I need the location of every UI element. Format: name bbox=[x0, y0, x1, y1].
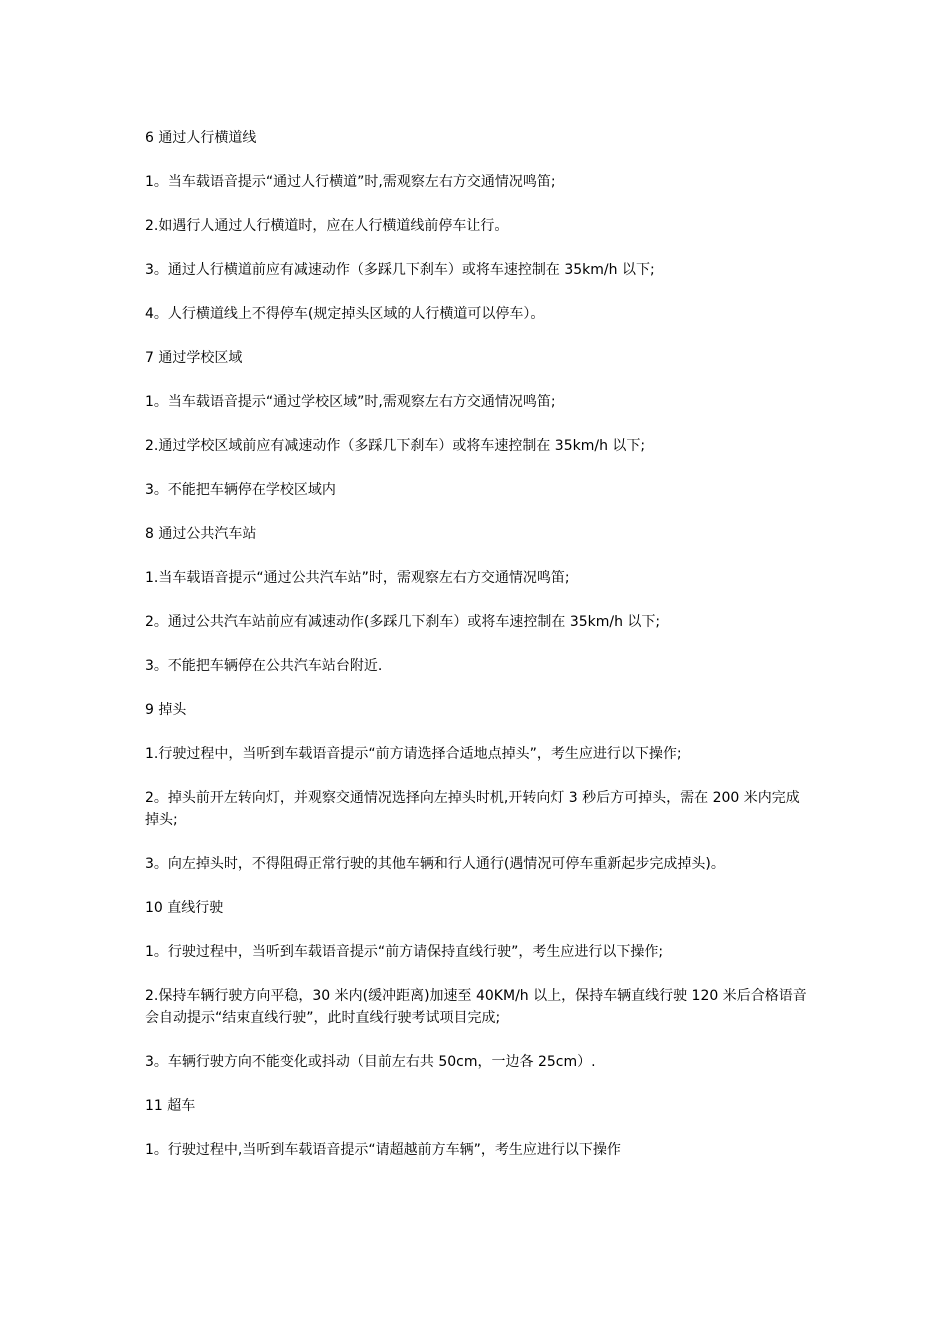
list-item: 2。掉头前开左转向灯，并观察交通情况选择向左掉头时机,开转向灯 3 秒后方可掉头，需在 200 米内完成掉头; bbox=[145, 790, 800, 828]
list-item: 2.通过学校区域前应有减速动作（多踩几下刹车）或将车速控制在 35km/h 以下; bbox=[145, 438, 646, 454]
list-item: 1。行驶过程中，当听到车载语音提示“前方请保持直线行驶”，考生应进行以下操作; bbox=[145, 944, 664, 960]
list-item: 3。不能把车辆停在公共汽车站台附近. bbox=[145, 658, 383, 674]
list-item: 3。车辆行驶方向不能变化或抖动（目前左右共 50cm，一边各 25cm）. bbox=[145, 1054, 596, 1070]
list-item: 1.行驶过程中，当听到车载语音提示“前方请选择合适地点掉头”，考生应进行以下操作; bbox=[145, 746, 682, 762]
list-item: 2。通过公共汽车站前应有减速动作(多踩几下刹车）或将车速控制在 35km/h 以下; bbox=[145, 614, 661, 630]
section-heading: 9 掉头 bbox=[145, 702, 187, 718]
section-10 bbox=[145, 897, 810, 1073]
list-item: 3。不能把车辆停在学校区域内 bbox=[145, 482, 336, 498]
list-item: 1.当车载语音提示“通过公共汽车站”时，需观察左右方交通情况鸣笛; bbox=[145, 570, 570, 586]
list-item: 1。当车载语音提示“通过人行横道”时,需观察左右方交通情况鸣笛; bbox=[145, 174, 556, 190]
list-item: 2.保持车辆行驶方向平稳，30 米内(缓冲距离)加速至 40KM/h 以上，保持车辆直线行驶 120 米后合格语音会自动提示“结束直线行驶”，此时直线行驶考试项目完成; bbox=[145, 988, 807, 1026]
section-8 bbox=[145, 523, 810, 677]
section-heading: 10 直线行驶 bbox=[145, 900, 224, 916]
list-item: 2.如遇行人通过人行横道时，应在人行横道线前停车让行。 bbox=[145, 218, 509, 234]
section-11 bbox=[145, 1095, 810, 1161]
section-9 bbox=[145, 699, 810, 875]
list-item: 4。人行横道线上不得停车(规定掉头区域的人行横道可以停车）。 bbox=[145, 306, 545, 322]
section-heading: 8 通过公共汽车站 bbox=[145, 526, 257, 542]
section-heading: 6 通过人行横道线 bbox=[145, 130, 257, 146]
document-page bbox=[145, 127, 810, 1183]
section-heading: 11 超车 bbox=[145, 1098, 196, 1114]
list-item: 3。向左掉头时，不得阻碍正常行驶的其他车辆和行人通行(遇情况可停车重新起步完成掉头)。 bbox=[145, 856, 725, 872]
list-item: 1。当车载语音提示“通过学校区域”时,需观察左右方交通情况鸣笛; bbox=[145, 394, 556, 410]
list-item: 1。行驶过程中,当听到车载语音提示“请超越前方车辆”，考生应进行以下操作 bbox=[145, 1142, 621, 1158]
section-6 bbox=[145, 127, 810, 325]
section-heading: 7 通过学校区域 bbox=[145, 350, 243, 366]
list-item: 3。通过人行横道前应有减速动作（多踩几下刹车）或将车速控制在 35km/h 以下; bbox=[145, 262, 655, 278]
section-7 bbox=[145, 347, 810, 501]
